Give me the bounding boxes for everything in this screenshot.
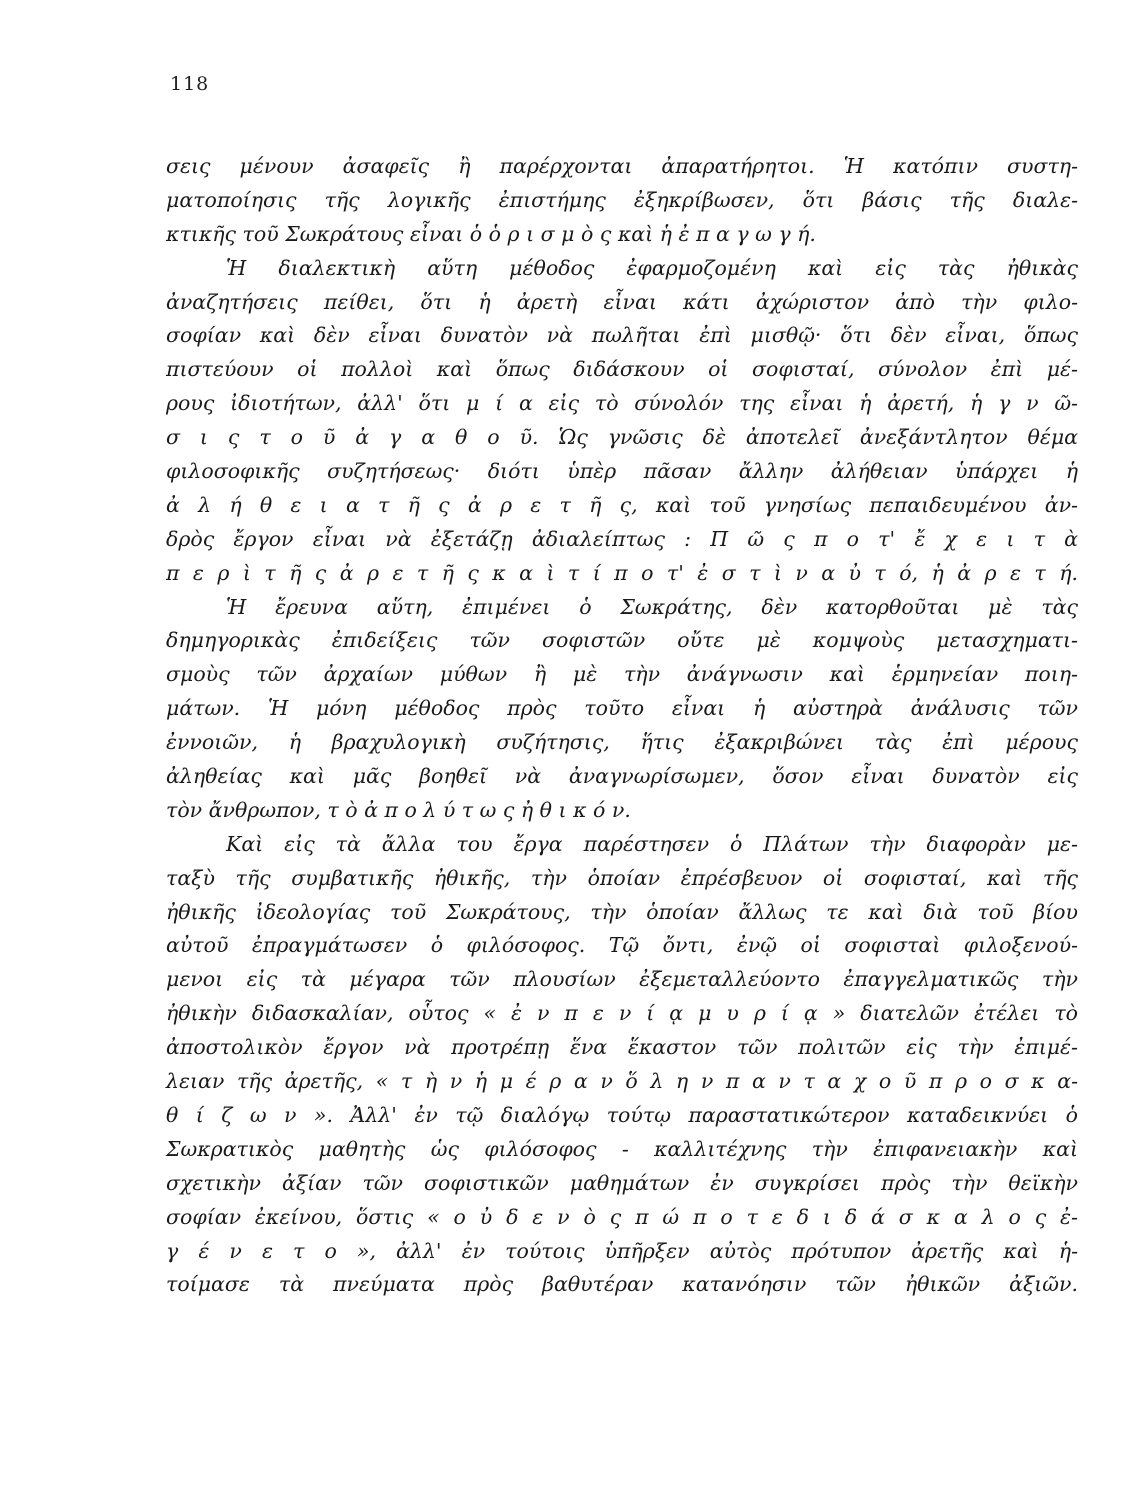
text-line: Σωκρατικὸς μαθητὴς ὡς φιλόσοφος - καλλιτέχνης τὴν ἐπιφανειακὴν καὶ <box>166 1136 1078 1161</box>
text-line: ἠθικῆς ἰδεολογίας τοῦ Σωκράτους, τὴν ὁποίαν ἄλλως τε καὶ διὰ τοῦ βίου <box>166 899 1078 924</box>
text-line: κτικῆς τοῦ Σωκράτους εἶναι ὁ ὁ ρ ι σ μ ὸ ς καὶ ἡ ἐ π α γ ω γ ή. <box>166 221 816 246</box>
text-line: μενοι εἰς τὰ μέγαρα τῶν πλουσίων ἐξεμεταλλεύοντο ἐπαγγελματικῶς τὴν <box>166 967 1078 992</box>
text-line: τοίμασε τὰ πνεύματα πρὸς βαθυτέραν κατανόησιν τῶν ἠθικῶν ἀξιῶν. <box>166 1272 1078 1297</box>
paragraph-first-line: Καὶ εἰς τὰ ἄλλα του ἔργα παρέστησεν ὁ Πλάτων τὴν διαφορὰν με- <box>226 831 1078 856</box>
page-number: 118 <box>170 73 210 95</box>
text-line: ἀληθείας καὶ μᾶς βοηθεῖ νὰ ἀναγνωρίσωμεν, ὅσον εἶναι δυνατὸν εἰς <box>166 764 1078 789</box>
text-line: ρους ἰδιοτήτων, ἀλλ' ὅτι μ ί α εἰς τὸ σύνολόν της εἶναι ἡ ἀρετή, ἡ γ ν ῶ- <box>166 391 1078 416</box>
text-line: δρὸς ἔργον εἶναι νὰ ἐξετάζῃ ἀδιαλείπτως : Π ῶ ς π ο τ' ἔ χ ε ι τ ὰ <box>166 526 1078 551</box>
text-line: π ε ρ ὶ τ ῆ ς ἀ ρ ε τ ῆ ς κ α ὶ τ ί π ο τ' ἐ σ τ ὶ ν α ὐ τ ό, ἡ ἀ ρ ε τ ή. <box>166 560 1078 585</box>
text-line: λειαν τῆς ἀρετῆς, « τ ὴ ν ἡ μ έ ρ α ν ὅ λ η ν π α ν τ α χ ο ῦ π ρ ο σ κ α- <box>166 1069 1078 1094</box>
body-text <box>166 150 1078 1302</box>
text-line: πιστεύουν οἱ πολλοὶ καὶ ὅπως διδάσκουν οἱ σοφισταί, σύνολον ἐπὶ μέ- <box>166 357 1078 382</box>
text-line: σμοὺς τῶν ἀρχαίων μύθων ἢ μὲ τὴν ἀνάγνωσιν καὶ ἑρμηνείαν ποιη- <box>166 662 1078 687</box>
text-line: σχετικὴν ἀξίαν τῶν σοφιστικῶν μαθημάτων ἐν συγκρίσει πρὸς τὴν θεϊκὴν <box>166 1170 1078 1195</box>
text-line: ματοποίησις τῆς λογικῆς ἐπιστήμης ἐξηκρίβωσεν, ὅτι βάσις τῆς διαλε- <box>166 187 1078 212</box>
paragraph-first-line: Ἡ διαλεκτικὴ αὕτη μέθοδος ἐφαρμοζομένη καὶ εἰς τὰς ἠθικὰς <box>226 255 1078 280</box>
text-line: ἀποστολικὸν ἔργον νὰ προτρέπῃ ἕνα ἕκαστον τῶν πολιτῶν εἰς τὴν ἐπιμέ- <box>166 1035 1078 1060</box>
text-line: δημηγορικὰς ἐπιδείξεις τῶν σοφιστῶν οὔτε μὲ κομψοὺς μετασχηματι- <box>166 628 1078 653</box>
text-line: θ ί ζ ω ν ». Ἀλλ' ἐν τῷ διαλόγῳ τούτῳ παραστατικώτερον καταδεικνύει ὁ <box>166 1102 1078 1127</box>
text-line: μάτων. Ἡ μόνη μέθοδος πρὸς τοῦτο εἶναι ἡ αὐστηρὰ ἀνάλυσις τῶν <box>166 696 1078 721</box>
text-line: ταξὺ τῆς συμβατικῆς ἠθικῆς, τὴν ὁποίαν ἐπρέσβευον οἱ σοφισταί, καὶ τῆς <box>166 865 1078 890</box>
text-line: σοφίαν καὶ δὲν εἶναι δυνατὸν νὰ πωλῆται ἐπὶ μισθῷ· ὅτι δὲν εἶναι, ὅπως <box>166 323 1078 348</box>
text-line: ἀ λ ή θ ε ι α τ ῆ ς ἀ ρ ε τ ῆ ς, καὶ τοῦ γνησίως πεπαιδευμένου ἀν- <box>166 492 1078 517</box>
text-line: ἐννοιῶν, ἡ βραχυλογικὴ συζήτησις, ἥτις ἐξακριβώνει τὰς ἐπὶ μέρους <box>166 730 1078 755</box>
paragraph-first-line: Ἡ ἔρευνα αὕτη, ἐπιμένει ὁ Σωκράτης, δὲν κατορθοῦται μὲ τὰς <box>226 594 1078 619</box>
text-line: σ ι ς τ ο ῦ ἀ γ α θ ο ῦ. Ὡς γνῶσις δὲ ἀποτελεῖ ἀνεξάντλητον θέμα <box>166 425 1078 450</box>
text-line: αὐτοῦ ἐπραγμάτωσεν ὁ φιλόσοφος. Τῷ ὄντι, ἐνῷ οἱ σοφισταὶ φιλοξενού- <box>166 933 1078 958</box>
text-line: ἠθικὴν διδασκαλίαν, οὗτος « ἐ ν π ε ν ί ᾳ μ υ ρ ί ᾳ » διατελῶν ἐτέλει τὸ <box>166 1001 1078 1026</box>
text-line: σεις μένουν ἀσαφεῖς ἢ παρέρχονται ἀπαρατήρητοι. Ἡ κατόπιν συστη- <box>166 154 1078 178</box>
text-line: φιλοσοφικῆς συζητήσεως· διότι ὑπὲρ πᾶσαν ἄλλην ἀλήθειαν ὑπάρχει ἡ <box>166 459 1078 484</box>
text-line: γ έ ν ε τ ο », ἀλλ' ἐν τούτοις ὑπῆρξεν αὐτὸς πρότυπον ἀρετῆς καὶ ἡ- <box>166 1238 1078 1263</box>
text-line: σοφίαν ἐκείνου, ὅστις « ο ὐ δ ε ν ὸ ς π ώ π ο τ ε δ ι δ ά σ κ α λ ο ς ἐ- <box>166 1204 1078 1229</box>
text-line: τὸν ἄνθρωπον, τ ὸ ἀ π ο λ ύ τ ω ς ἠ θ ι κ ό ν. <box>166 797 631 822</box>
text-line: ἀναζητήσεις πείθει, ὅτι ἡ ἀρετὴ εἶναι κάτι ἀχώριστον ἀπὸ τὴν φιλο- <box>166 289 1078 314</box>
